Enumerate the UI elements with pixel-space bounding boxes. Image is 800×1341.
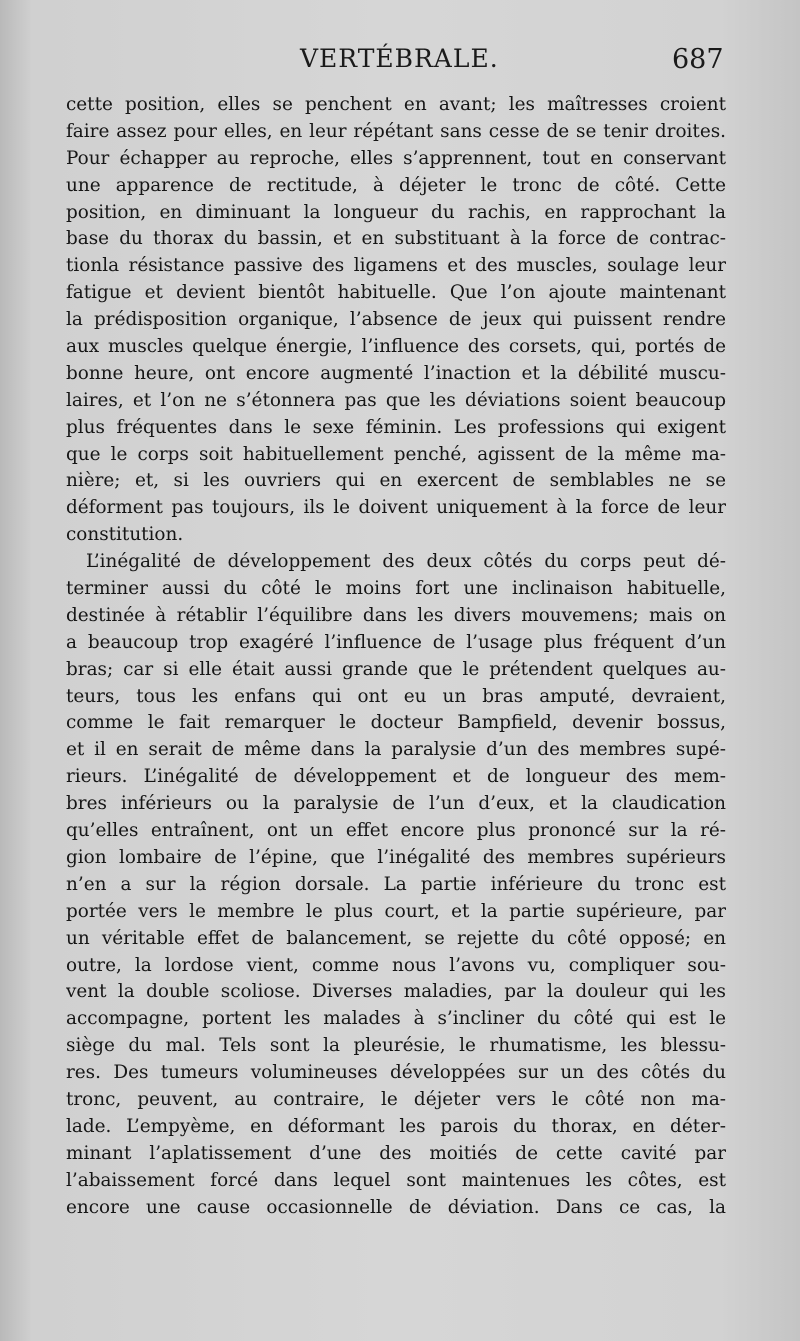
text-line: que le corps soit habituellement penché, agissent de la même ma- [66,443,726,465]
text-line: laires, et l’on ne s’étonnera pas que les déviations soient beaucoup [66,389,726,411]
text-line: vent la double scoliose. Diverses maladies, par la douleur qui les [66,981,726,1003]
text-line: l’abaissement forcé dans lequel sont maintenues les côtes, est [66,1169,726,1191]
text-line: aux muscles quelque énergie, l’influence des corsets, qui, portés de [66,336,726,358]
text-line: portée vers le membre le plus court, et la partie supérieure, par [66,900,726,922]
text-line: bres inférieurs ou la paralysie de l’un d’eux, et la claudication [66,793,726,815]
text-line: outre, la lordose vient, comme nous l’avons vu, compliquer sou- [66,954,726,976]
page-number: 687 [672,44,724,75]
text-line: nière; et, si les ouvriers qui en exercent de semblables ne se [66,470,726,492]
text-line: rieurs. L’inégalité de développement et de longueur des mem- [66,766,726,788]
body-text [66,92,726,1221]
text-line: et il en serait de même dans la paralysie d’un des membres supé- [66,739,726,761]
text-line: siège du mal. Tels sont la pleurésie, le rhumatisme, les blessu- [66,1035,726,1057]
text-line: cette position, elles se penchent en avant; les maîtresses croient [66,94,726,115]
text-line: fatigue et devient bientôt habituelle. Que l’on ajoute maintenant [66,282,726,304]
text-line: un véritable effet de balancement, se rejette du côté opposé; en [66,927,726,949]
text-line: bras; car si elle était aussi grande que le prétendent quelques au- [66,658,726,680]
text-line: res. Des tumeurs volumineuses développées sur un des côtés du [66,1062,726,1084]
text-line: Pour échapper au reproche, elles s’apprennent, tout en conservant [66,147,726,169]
text-line: base du thorax du bassin, et en substituant à la force de contrac- [66,228,726,250]
text-line: position, en diminuant la longueur du rachis, en rapprochant la [66,201,726,223]
text-line: déforment pas toujours, ils le doivent uniquement à la force de leur [66,497,726,519]
running-title: VERTÉBRALE. [300,44,499,73]
text-line: une apparence de rectitude, à déjeter le tronc de côté. Cette [66,174,726,196]
text-line: bonne heure, ont encore augmenté l’inaction et la débilité muscu- [66,362,726,384]
text-line: terminer aussi du côté le moins fort une inclinaison habituelle, [66,578,726,600]
text-line: gion lombaire de l’épine, que l’inégalité des membres supérieurs [66,846,726,868]
text-line: n’en a sur la région dorsale. La partie inférieure du tronc est [66,873,726,895]
text-line: accompagne, portent les malades à s’incliner du côté qui est le [66,1008,726,1030]
text-line: la prédisposition organique, l’absence de jeux qui puissent rendre [66,309,726,331]
text-line: encore une cause occasionnelle de déviation. Dans ce cas, la [66,1196,726,1218]
running-head [0,44,800,84]
text-line: minant l’aplatissement d’une des moitiés de cette cavité par [66,1142,726,1164]
text-line: destinée à rétablir l’équilibre dans les divers mouvemens; mais on [66,604,726,626]
text-line: plus fréquentes dans le sexe féminin. Les professions qui exigent [66,416,726,438]
text-line: lade. L’empyème, en déformant les parois du thorax, en déter- [66,1115,726,1137]
text-line: a beaucoup trop exagéré l’influence de l’usage plus fréquent d’un [66,631,726,653]
text-line: faire assez pour elles, en leur répétant sans cesse de se tenir droites. [66,120,726,142]
text-line: teurs, tous les enfans qui ont eu un bras amputé, devraient, [66,685,726,707]
text-line: tionla résistance passive des ligamens et des muscles, soulage leur [66,255,726,277]
paragraph-start-line: L’inégalité de développement des deux côtés du corps peut dé- [86,551,726,573]
text-line: comme le fait remarquer le docteur Bampfield, devenir bossus, [66,712,726,734]
text-line: qu’elles entraînent, ont un effet encore plus prononcé sur la ré- [66,820,726,842]
paragraph-end-line: constitution. [66,524,184,546]
text-line: tronc, peuvent, au contraire, le déjeter vers le côté non ma- [66,1088,726,1110]
